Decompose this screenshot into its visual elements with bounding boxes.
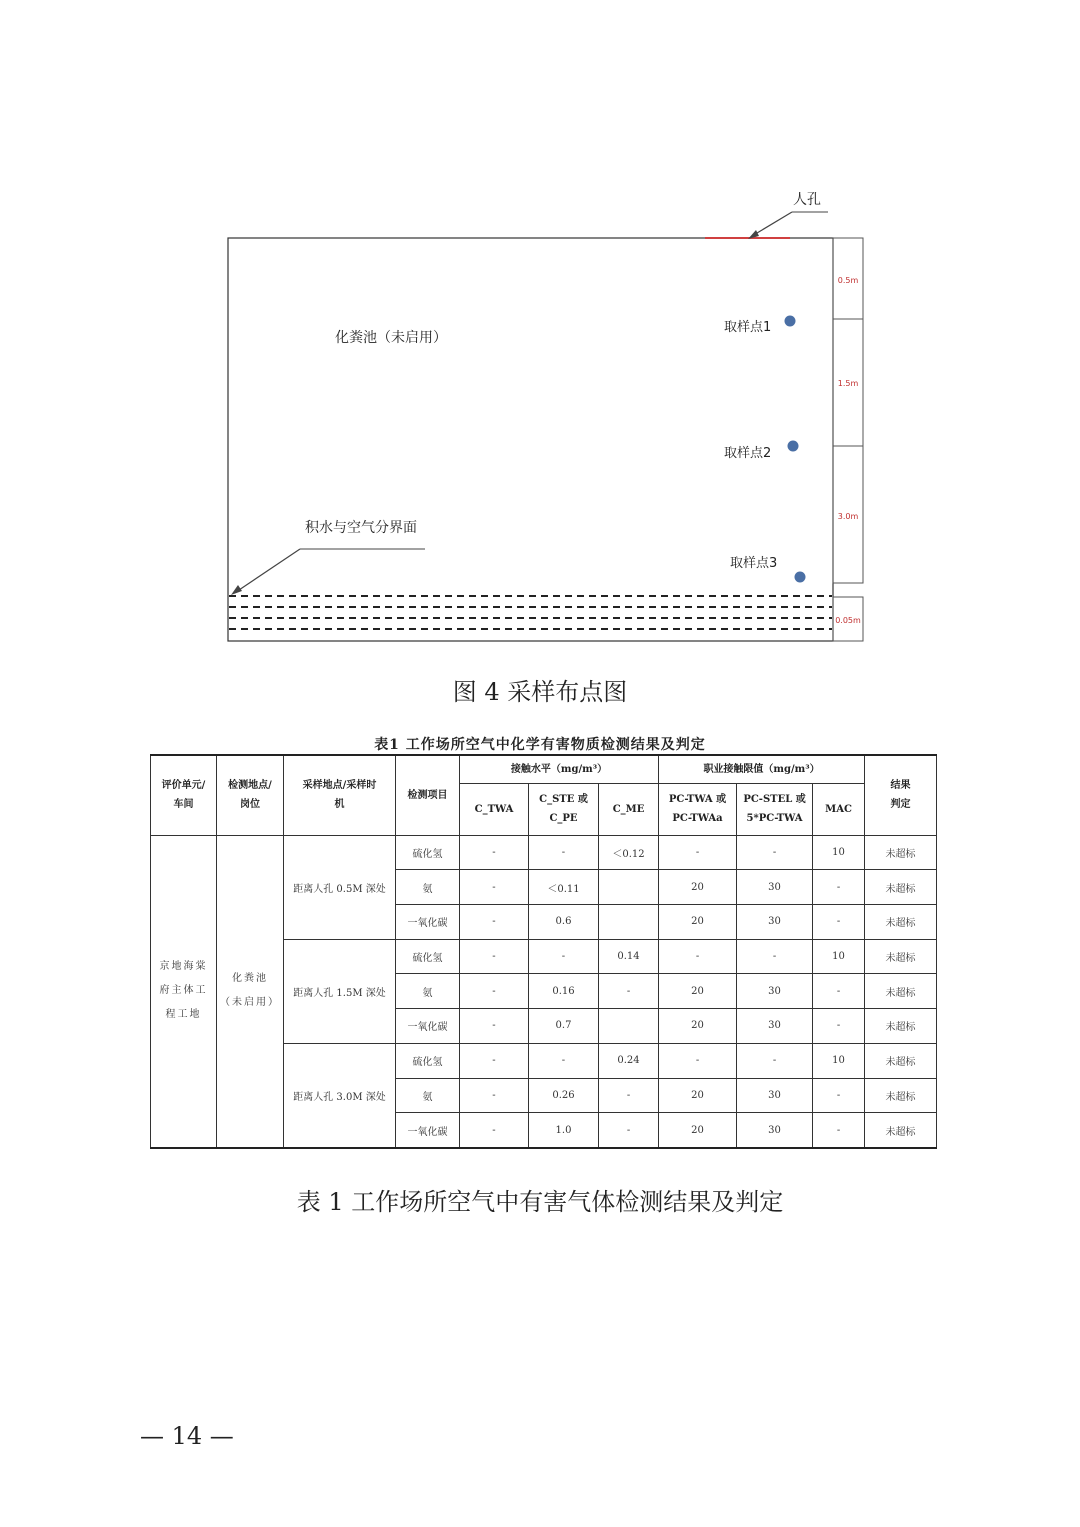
sampling-point-2 xyxy=(788,441,799,452)
water-level-lines xyxy=(229,596,832,629)
c-twa-cell: - xyxy=(460,904,529,939)
c-twa-cell: - xyxy=(460,939,529,974)
pc-twa-cell: 20 xyxy=(659,1078,737,1113)
c-me-cell: 0.14 xyxy=(599,939,659,974)
tank-label: 化粪池（未启用） xyxy=(335,330,447,346)
table-body xyxy=(151,835,937,1148)
location-cell: 化粪池 （未启用） xyxy=(217,835,284,1148)
manhole-label: 人孔 xyxy=(793,192,821,208)
c-ste-cell: - xyxy=(529,835,599,870)
c-me-cell xyxy=(599,1009,659,1044)
depth-label-1-5: 1.5m xyxy=(837,379,859,388)
c-ste-cell: 0.16 xyxy=(529,974,599,1009)
c-me-cell: - xyxy=(599,974,659,1009)
item-cell: 一氧化碳 xyxy=(396,1113,460,1148)
pc-stel-cell: - xyxy=(737,835,813,870)
item-cell: 一氧化碳 xyxy=(396,1009,460,1044)
result-cell: 未超标 xyxy=(865,1043,937,1078)
c-ste-cell: 0.6 xyxy=(529,904,599,939)
c-twa-cell: - xyxy=(460,974,529,1009)
sampling-layout-diagram xyxy=(0,0,1080,660)
mac-cell: - xyxy=(813,1078,865,1113)
result-cell: 未超标 xyxy=(865,1078,937,1113)
mac-cell: - xyxy=(813,870,865,905)
pc-stel-cell: 30 xyxy=(737,1113,813,1148)
sampling-point-3 xyxy=(795,572,806,583)
depth-label-0-05: 0.05m xyxy=(835,616,861,625)
item-cell: 硫化氢 xyxy=(396,939,460,974)
water-interface-arrow-head xyxy=(231,585,242,595)
unit-cell: 京地海棠 府主体工 程工地 xyxy=(151,835,217,1148)
header-pc-twa: PC-TWA 或 PC-TWAa xyxy=(659,783,737,835)
c-me-cell: 0.24 xyxy=(599,1043,659,1078)
header-limit-group: 职业接触限值（mg/m³） xyxy=(659,755,865,783)
mac-cell: - xyxy=(813,974,865,1009)
c-me-cell xyxy=(599,904,659,939)
depth-scale xyxy=(833,238,863,641)
c-ste-cell: - xyxy=(529,939,599,974)
pc-twa-cell: 20 xyxy=(659,974,737,1009)
item-cell: 一氧化碳 xyxy=(396,904,460,939)
item-cell: 氨 xyxy=(396,1078,460,1113)
item-cell: 氨 xyxy=(396,974,460,1009)
figure-caption: 图 4 采样布点图 xyxy=(452,678,628,706)
table-caption: 表 1 工作场所空气中有害气体检测结果及判定 xyxy=(296,1188,784,1216)
result-cell: 未超标 xyxy=(865,974,937,1009)
pc-twa-cell: 20 xyxy=(659,904,737,939)
result-cell: 未超标 xyxy=(865,904,937,939)
mac-cell: 10 xyxy=(813,939,865,974)
pc-twa-cell: - xyxy=(659,835,737,870)
mac-cell: 10 xyxy=(813,1043,865,1078)
header-item: 检测项目 xyxy=(396,755,460,835)
header-exposure-group: 接触水平（mg/m³） xyxy=(460,755,659,783)
mac-cell: - xyxy=(813,1113,865,1148)
pc-twa-cell: 20 xyxy=(659,1113,737,1148)
pc-stel-cell: 30 xyxy=(737,904,813,939)
c-twa-cell: - xyxy=(460,1113,529,1148)
header-c-ste: C_STE 或 C_PE xyxy=(529,783,599,835)
pc-twa-cell: 20 xyxy=(659,1009,737,1044)
c-ste-cell: 0.7 xyxy=(529,1009,599,1044)
header-c-me: C_ME xyxy=(599,783,659,835)
table-row xyxy=(151,835,937,870)
c-me-cell: - xyxy=(599,1113,659,1148)
header-pc-stel: PC-STEL 或 5*PC-TWA xyxy=(737,783,813,835)
pc-stel-cell: - xyxy=(737,1043,813,1078)
pc-stel-cell: 30 xyxy=(737,974,813,1009)
pc-twa-cell: - xyxy=(659,939,737,974)
item-cell: 氨 xyxy=(396,870,460,905)
page-number: — 14 — xyxy=(140,1422,234,1450)
mac-cell: - xyxy=(813,904,865,939)
pc-stel-cell: 30 xyxy=(737,1078,813,1113)
c-twa-cell: - xyxy=(460,835,529,870)
sampling-cell: 距离人孔 1.5M 深处 xyxy=(284,939,396,1043)
result-cell: 未超标 xyxy=(865,1113,937,1148)
c-me-cell: ＜0.12 xyxy=(599,835,659,870)
sampling-point-2-label: 取样点2 xyxy=(724,446,772,461)
result-cell: 未超标 xyxy=(865,835,937,870)
pc-twa-cell: 20 xyxy=(659,870,737,905)
c-ste-cell: 0.26 xyxy=(529,1078,599,1113)
c-twa-cell: - xyxy=(460,1078,529,1113)
c-ste-cell: 1.0 xyxy=(529,1113,599,1148)
header-result: 结果 判定 xyxy=(865,755,937,835)
c-ste-cell: ＜0.11 xyxy=(529,870,599,905)
depth-label-3-0: 3.0m xyxy=(837,512,859,521)
pc-stel-cell: 30 xyxy=(737,1009,813,1044)
mac-cell: 10 xyxy=(813,835,865,870)
c-twa-cell: - xyxy=(460,870,529,905)
c-twa-cell: - xyxy=(460,1009,529,1044)
depth-label-0-5: 0.5m xyxy=(837,276,859,285)
header-location: 检测地点/ 岗位 xyxy=(217,755,284,835)
results-table xyxy=(150,754,937,1149)
water-interface-label: 积水与空气分界面 xyxy=(305,520,417,536)
water-interface-arrow xyxy=(236,549,300,592)
item-cell: 硫化氢 xyxy=(396,1043,460,1078)
c-me-cell: - xyxy=(599,1078,659,1113)
mac-cell: - xyxy=(813,1009,865,1044)
pc-stel-cell: 30 xyxy=(737,870,813,905)
sampling-point-1-label: 取样点1 xyxy=(724,320,772,335)
pc-twa-cell: - xyxy=(659,1043,737,1078)
manhole-arrow xyxy=(752,212,792,236)
c-me-cell xyxy=(599,870,659,905)
item-cell: 硫化氢 xyxy=(396,835,460,870)
pc-stel-cell: - xyxy=(737,939,813,974)
result-cell: 未超标 xyxy=(865,1009,937,1044)
header-mac: MAC xyxy=(813,783,865,835)
tank-outline xyxy=(228,238,833,641)
sampling-point-3-label: 取样点3 xyxy=(730,556,778,571)
result-cell: 未超标 xyxy=(865,939,937,974)
result-cell: 未超标 xyxy=(865,870,937,905)
c-ste-cell: - xyxy=(529,1043,599,1078)
sampling-cell: 距离人孔 3.0M 深处 xyxy=(284,1043,396,1148)
header-sampling: 采样地点/采样时 机 xyxy=(284,755,396,835)
header-c-twa: C_TWA xyxy=(460,783,529,835)
sampling-cell: 距离人孔 0.5M 深处 xyxy=(284,835,396,939)
c-twa-cell: - xyxy=(460,1043,529,1078)
header-unit: 评价单元/ 车间 xyxy=(151,755,217,835)
table-title: 表1 工作场所空气中化学有害物质检测结果及判定 xyxy=(374,737,706,753)
sampling-point-1 xyxy=(785,316,796,327)
